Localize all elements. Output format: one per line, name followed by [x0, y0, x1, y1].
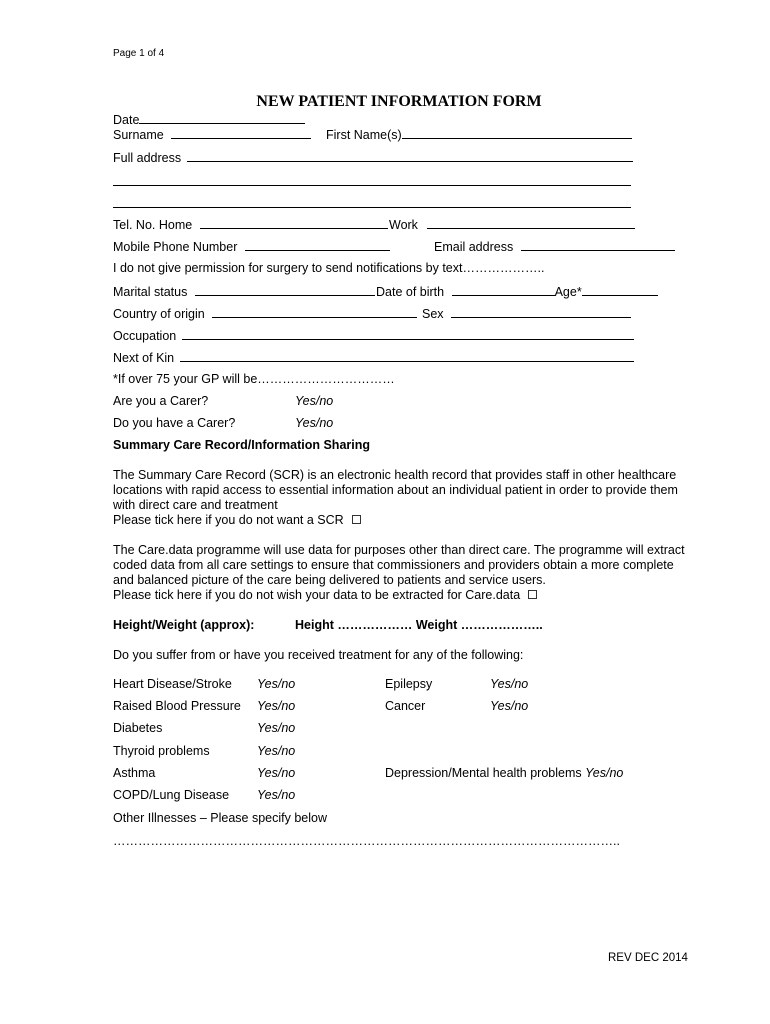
email-row [434, 238, 675, 255]
occupation-row [113, 327, 634, 344]
marital-row [113, 283, 375, 300]
surname-row [113, 126, 311, 143]
address-field-1[interactable] [187, 149, 633, 162]
bp-yes-no[interactable]: Yes/no [257, 699, 296, 713]
height-weight-row [295, 618, 543, 633]
condition-bp: Raised Blood Pressure [113, 699, 241, 713]
occupation-label: Occupation [113, 329, 177, 343]
address-row [113, 149, 633, 166]
mobile-label: Mobile Phone Number [113, 240, 238, 254]
country-field[interactable] [212, 305, 417, 318]
form-title: NEW PATIENT INFORMATION FORM [256, 93, 542, 110]
scr-heading: Summary Care Record/Information Sharing [113, 438, 371, 452]
surname-field[interactable] [171, 126, 311, 139]
marital-field[interactable] [195, 283, 375, 296]
gp-text: *If over 75 your GP will be…………………………… [113, 372, 395, 386]
dob-row [376, 283, 658, 300]
asthma-yes-no[interactable]: Yes/no [257, 766, 296, 780]
cancer-yes-no[interactable]: Yes/no [490, 699, 529, 713]
address-field-3[interactable] [113, 207, 631, 208]
sex-label: Sex [422, 307, 444, 321]
condition-depression: Depression/Mental health problems [385, 766, 582, 780]
age-label: Age* [554, 285, 582, 299]
other-illnesses: Other Illnesses – Please specify below [113, 811, 327, 825]
condition-asthma: Asthma [113, 766, 156, 780]
date-field[interactable] [139, 111, 305, 124]
address-label: Full address [113, 151, 182, 165]
carer-yes-no[interactable]: Yes/no [295, 394, 334, 408]
epilepsy-yes-no[interactable]: Yes/no [490, 677, 529, 691]
page-number: Page 1 of 4 [113, 48, 165, 59]
work-row [389, 216, 635, 233]
scr-tick-row [113, 513, 361, 528]
age-field[interactable] [582, 283, 658, 296]
condition-copd: COPD/Lung Disease [113, 788, 230, 802]
copd-yes-no[interactable]: Yes/no [257, 788, 296, 802]
first-names-row [326, 126, 632, 143]
occupation-field[interactable] [182, 327, 634, 340]
address-field-2[interactable] [113, 185, 631, 186]
revision-label: REV DEC 2014 [608, 952, 688, 964]
weight-field[interactable]: Weight ……………….. [415, 618, 543, 632]
scr-paragraph: The Summary Care Record (SCR) is an electronic health record that provides staff in other healthcare locations with rapid access to essential information about an individual patient in order to provide them with direct care and treatment [113, 468, 678, 512]
dob-label: Date of birth [376, 285, 445, 299]
carer-question: Are you a Carer? [113, 394, 209, 408]
sex-row [422, 305, 631, 322]
tel-row [113, 216, 388, 233]
heart-yes-no[interactable]: Yes/no [257, 677, 296, 691]
text-permission: I do not give permission for surgery to send notifications by text……………….. [113, 261, 545, 275]
caredata-tick-label: Please tick here if you do not wish your data to be extracted for Care.data [113, 588, 521, 602]
mobile-field[interactable] [245, 238, 390, 251]
first-names-label: First Name(s) [326, 128, 402, 142]
country-row [113, 305, 417, 322]
marital-label: Marital status [113, 285, 188, 299]
email-label: Email address [434, 240, 514, 254]
mobile-row [113, 238, 390, 255]
depression-yes-no[interactable]: Yes/no [585, 766, 624, 780]
height-weight-label: Height/Weight (approx): [113, 618, 255, 632]
treatment-question: Do you suffer from or have you received treatment for any of the following: [113, 648, 524, 662]
country-label: Country of origin [113, 307, 205, 321]
scr-tick-label: Please tick here if you do not want a SCR [113, 513, 344, 527]
condition-diabetes: Diabetes [113, 721, 163, 735]
caredata-paragraph: The Care.data programme will use data for purposes other than direct care. The programme will extract coded data from all care settings to ensure that commissioners and providers obtain a more complete and balanced picture of the care being delivered to patients and service users. [113, 543, 685, 587]
date-label: Date [113, 113, 140, 127]
work-field[interactable] [427, 216, 635, 229]
other-illnesses-field[interactable]: ………………………………………………………………………………………………………….. [113, 834, 620, 848]
next-of-kin-label: Next of Kin [113, 351, 175, 365]
caredata-tick-row [113, 588, 537, 603]
caredata-checkbox[interactable] [528, 590, 537, 599]
thyroid-yes-no[interactable]: Yes/no [257, 744, 296, 758]
first-names-field[interactable] [402, 126, 632, 139]
next-of-kin-row [113, 349, 634, 366]
height-field[interactable]: Height ……………… [295, 618, 413, 632]
tel-home-field[interactable] [200, 216, 388, 229]
depression-row [385, 766, 623, 781]
scr-checkbox[interactable] [352, 515, 361, 524]
condition-heart: Heart Disease/Stroke [113, 677, 232, 691]
email-field[interactable] [521, 238, 675, 251]
condition-thyroid: Thyroid problems [113, 744, 210, 758]
next-of-kin-field[interactable] [180, 349, 634, 362]
dob-field[interactable] [452, 283, 555, 296]
have-carer-yes-no[interactable]: Yes/no [295, 416, 334, 430]
tel-home-label: Tel. No. Home [113, 218, 193, 232]
work-label: Work [389, 218, 418, 232]
condition-epilepsy: Epilepsy [385, 677, 433, 691]
diabetes-yes-no[interactable]: Yes/no [257, 721, 296, 735]
condition-cancer: Cancer [385, 699, 426, 713]
surname-label: Surname [113, 128, 164, 142]
sex-field[interactable] [451, 305, 631, 318]
have-carer-question: Do you have a Carer? [113, 416, 236, 430]
